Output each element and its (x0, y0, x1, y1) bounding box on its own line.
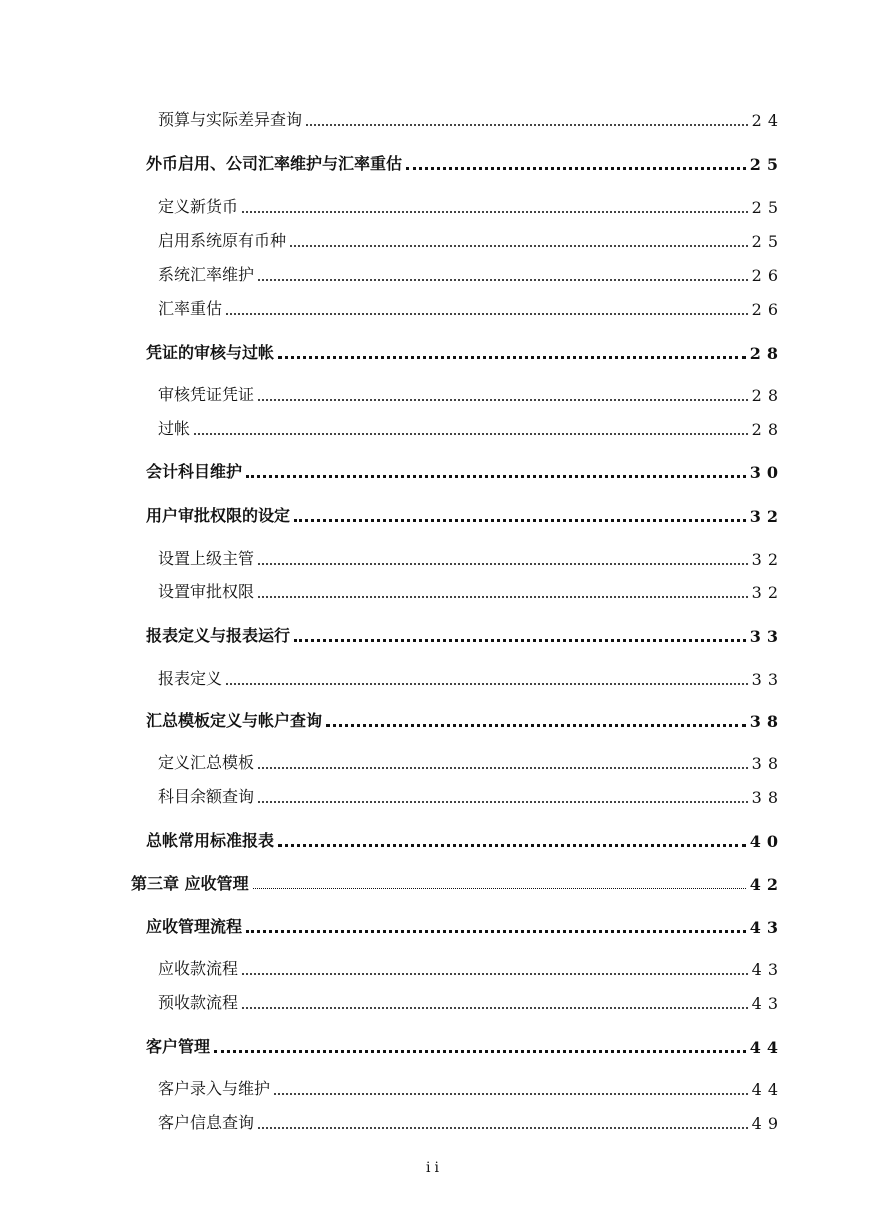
dot-leader (294, 518, 746, 522)
toc-entry-title: 启用系统原有币种 (158, 231, 287, 250)
toc-entry-page: 40 (749, 832, 784, 851)
toc-entry-title: 总帐常用标准报表 (146, 831, 275, 850)
toc-entry[interactable] (158, 578, 784, 602)
toc-entry[interactable] (158, 295, 784, 319)
toc-entry-page: 26 (751, 266, 784, 285)
toc-entry-page: 38 (751, 754, 784, 773)
toc-entry[interactable] (158, 227, 784, 251)
toc-entry-title: 定义新货币 (158, 197, 239, 216)
toc-entry[interactable] (158, 1109, 784, 1133)
toc-entry-page: 33 (751, 670, 784, 689)
dot-leader (242, 210, 748, 213)
toc-entry-title: 客户录入与维护 (158, 1079, 271, 1098)
toc-entry-page: 25 (751, 232, 784, 251)
dot-leader (406, 166, 746, 170)
toc-entry-page: 30 (749, 463, 784, 482)
dot-leader (274, 1092, 748, 1095)
toc-entry-page: 32 (749, 507, 784, 526)
toc-entry-page: 28 (749, 344, 784, 363)
dot-leader (194, 432, 748, 435)
toc-entry-page: 49 (751, 1114, 784, 1133)
dot-leader (258, 800, 748, 803)
toc-entry-page: 43 (749, 918, 784, 937)
toc-entry[interactable] (158, 783, 784, 807)
toc-entry-title: 应收管理流程 (146, 917, 243, 936)
toc-chapter-entry[interactable] (131, 870, 784, 894)
toc-entry[interactable] (146, 707, 784, 731)
toc-entry-title: 外币启用、公司汇率维护与汇率重估 (146, 154, 403, 173)
toc-entry[interactable] (146, 339, 784, 363)
toc-entry-page: 38 (751, 788, 784, 807)
toc-entry-title: 过帐 (158, 419, 191, 438)
toc-entry-title: 科目余额查询 (158, 787, 255, 806)
toc-entry[interactable] (146, 622, 784, 646)
dot-leader (258, 398, 748, 401)
toc-entry[interactable] (158, 955, 784, 979)
toc-entry-page: 32 (751, 583, 784, 602)
dot-leader (258, 278, 748, 281)
toc-entry-page: 25 (751, 198, 784, 217)
toc-entry-title: 凭证的审核与过帐 (146, 343, 275, 362)
dot-leader (258, 1126, 748, 1129)
toc-entry-title: 定义汇总模板 (158, 753, 255, 772)
dot-leader (258, 766, 748, 769)
toc-entry[interactable] (158, 1075, 784, 1099)
toc-entry-title: 客户信息查询 (158, 1113, 255, 1132)
toc-entry[interactable] (158, 193, 784, 217)
dot-leader (214, 1049, 746, 1053)
page-number: ii (426, 1160, 443, 1176)
toc-entry-title: 预收款流程 (158, 993, 239, 1012)
dot-leader (306, 123, 748, 126)
toc-entry-page: 42 (749, 875, 784, 894)
toc-entry-title: 报表定义与报表运行 (146, 626, 291, 645)
toc-entry[interactable] (146, 827, 784, 851)
dot-leader (226, 312, 748, 315)
toc-entry[interactable] (158, 415, 784, 439)
dot-leader (226, 682, 748, 685)
toc-entry-title: 应收款流程 (158, 959, 239, 978)
toc-entry-title: 第三章 应收管理 (131, 874, 249, 893)
dot-leader (246, 929, 746, 933)
dot-leader (278, 843, 746, 847)
toc-entry-title: 会计科目维护 (146, 462, 243, 481)
toc-entry[interactable] (158, 261, 784, 285)
dot-leader (246, 474, 746, 478)
toc-entry-title: 审核凭证凭证 (158, 385, 255, 404)
toc-entry-title: 汇率重估 (158, 299, 223, 318)
toc-entry-page: 24 (751, 111, 784, 130)
toc-entry-title: 报表定义 (158, 669, 223, 688)
toc-entry-page: 44 (751, 1080, 784, 1099)
toc-entry-title: 用户审批权限的设定 (146, 506, 291, 525)
toc-entry-title: 客户管理 (146, 1037, 211, 1056)
toc-entry-page: 33 (749, 627, 784, 646)
dot-leader (294, 638, 746, 642)
toc-entry[interactable] (146, 1033, 784, 1057)
toc-entry[interactable] (158, 106, 784, 130)
dot-leader (242, 972, 748, 975)
toc-entry-page: 25 (749, 155, 784, 174)
toc-entry-title: 预算与实际差异查询 (158, 110, 303, 129)
toc-entry[interactable] (158, 665, 784, 689)
dot-leader (242, 1006, 748, 1009)
toc-entry[interactable] (146, 913, 784, 937)
toc-entry-page: 38 (749, 712, 784, 731)
dot-leader (258, 595, 748, 598)
toc-entry[interactable] (146, 502, 784, 526)
toc-entry-title: 设置审批权限 (158, 582, 255, 601)
toc-entry[interactable] (146, 458, 784, 482)
toc-entry[interactable] (158, 989, 784, 1013)
toc-entry-page: 43 (751, 994, 784, 1013)
toc-entry-page: 28 (751, 386, 784, 405)
dot-leader (253, 887, 746, 889)
toc-entry[interactable] (158, 381, 784, 405)
toc-entry[interactable] (146, 150, 784, 174)
dot-leader (278, 355, 746, 359)
toc-entry-title: 系统汇率维护 (158, 265, 255, 284)
toc-entry-page: 32 (751, 550, 784, 569)
dot-leader (258, 562, 748, 565)
toc-entry[interactable] (158, 545, 784, 569)
toc-entry-title: 设置上级主管 (158, 549, 255, 568)
toc-entry-page: 44 (749, 1038, 784, 1057)
toc-entry-page: 26 (751, 300, 784, 319)
toc-entry-title: 汇总模板定义与帐户查询 (146, 711, 323, 730)
toc-entry-page: 28 (751, 420, 784, 439)
toc-entry[interactable] (158, 749, 784, 773)
dot-leader (326, 723, 746, 727)
toc-entry-page: 43 (751, 960, 784, 979)
dot-leader (290, 244, 748, 247)
